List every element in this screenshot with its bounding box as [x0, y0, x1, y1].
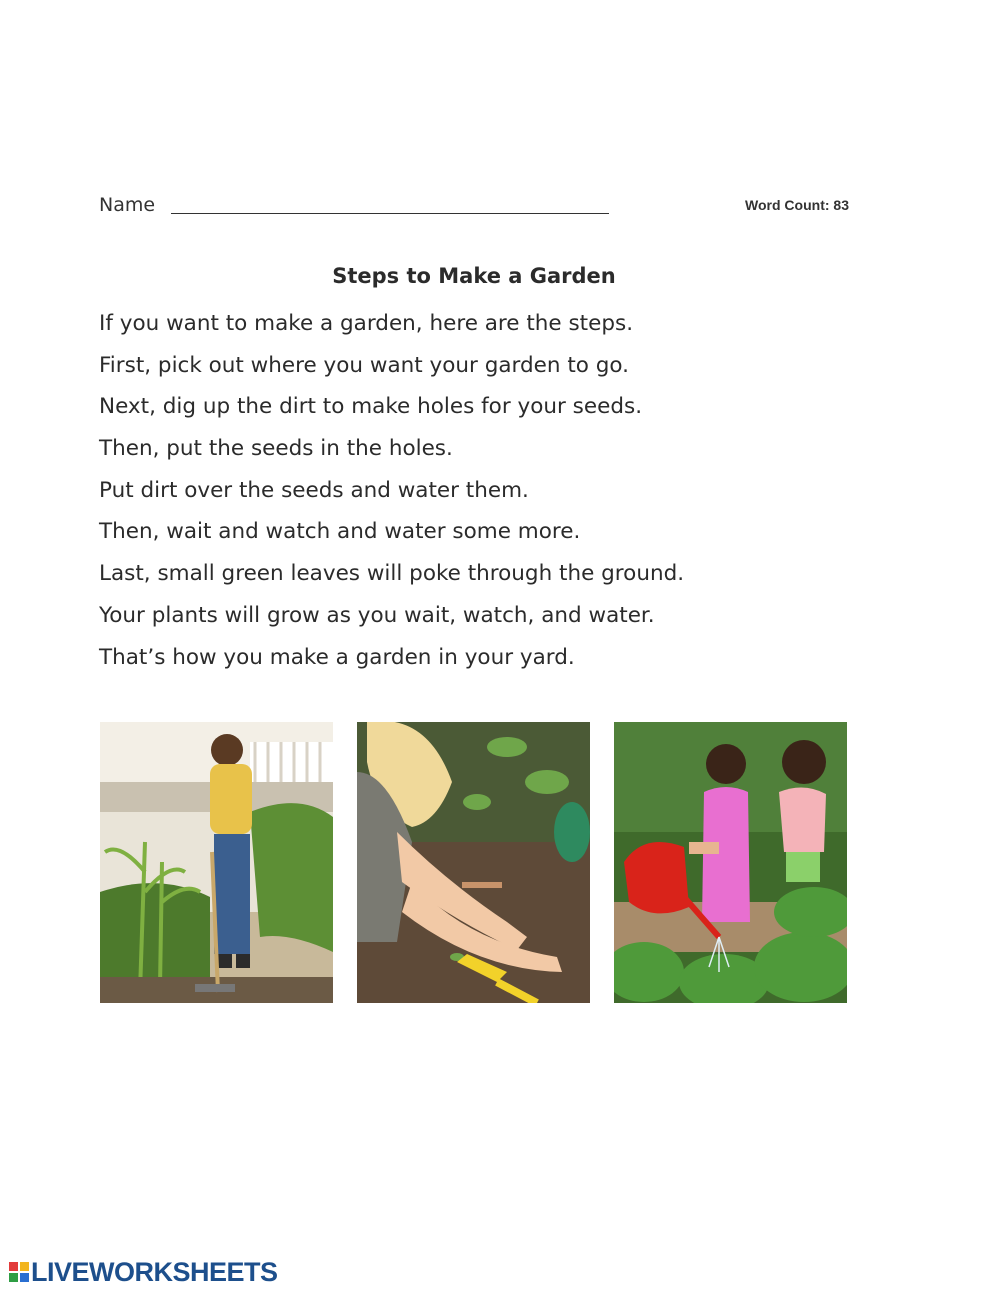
story-lines [99, 308, 684, 683]
liveworksheets-logo-icon [9, 1262, 29, 1282]
story-line: If you want to make a garden, here are the steps. [99, 311, 634, 336]
name-row [99, 194, 849, 224]
story-line: First, pick out where you want your garden to go. [99, 352, 630, 378]
story-line: That’s how you make a garden in your yard. [99, 644, 575, 670]
story-line: Then, wait and watch and water some more. [99, 519, 581, 545]
name-write-line[interactable] [171, 213, 609, 214]
story-line: Next, dig up the dirt to make holes for your seeds. [99, 394, 643, 420]
liveworksheets-brand: LIVEWORKSHEETS [31, 1257, 278, 1287]
story-line: Then, put the seeds in the holes. [99, 436, 453, 462]
story-line: Last, small green leaves will poke through the ground. [99, 561, 685, 587]
photo-girls-watering [614, 722, 847, 1003]
photo-boy-digging [100, 722, 333, 1003]
story-line: Your plants will grow as you wait, watch, and water. [99, 602, 655, 628]
word-count: Word Count: 83 [745, 197, 849, 213]
page-title: Steps to Make a Garden [332, 264, 616, 288]
story-line: Put dirt over the seeds and water them. [99, 477, 529, 503]
name-label: Name [99, 194, 156, 216]
photo-girl-planting-seeds [357, 722, 590, 1003]
